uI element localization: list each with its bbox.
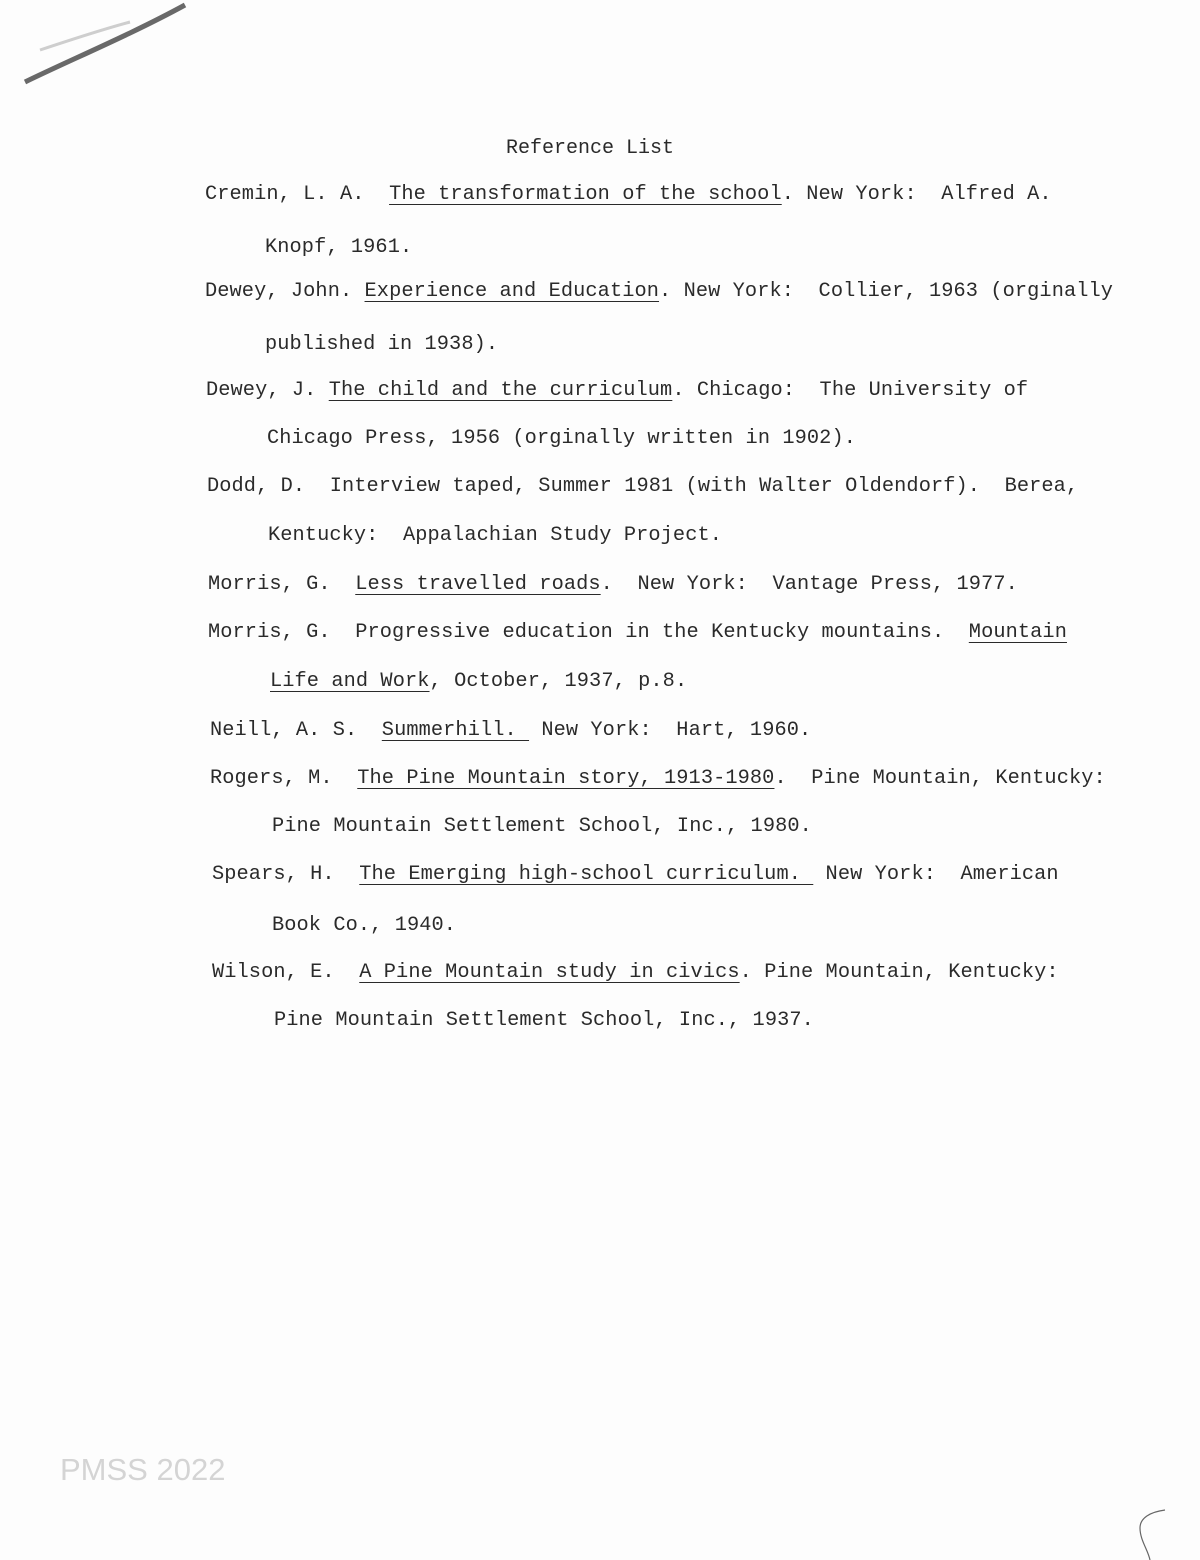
reference-entry-line <box>212 961 1059 984</box>
reference-text: . Chicago: The University of <box>672 379 1029 402</box>
reference-continuation-line <box>274 1009 814 1032</box>
reference-text: New York: Hart, 1960. <box>529 719 812 742</box>
reference-text: published in 1938). <box>265 333 499 356</box>
reference-entry-line <box>205 183 1052 206</box>
reference-continuation-line <box>265 333 498 356</box>
reference-text: Rogers, M. <box>210 767 358 790</box>
reference-title: Experience and Education <box>364 280 660 303</box>
reference-continuation-line <box>270 670 687 693</box>
reference-entry-line <box>208 621 1067 644</box>
reference-text: Knopf, 1961. <box>265 236 413 259</box>
reference-text: Dodd, D. Interview taped, Summer 1981 (with Walter Oldendorf). Berea, <box>207 475 1079 498</box>
reference-text: Book Co., 1940. <box>272 914 457 937</box>
reference-continuation-line <box>268 524 722 547</box>
reference-continuation-line <box>272 914 456 937</box>
reference-title: The child and the curriculum <box>328 379 673 402</box>
reference-text: Kentucky: Appalachian Study Project. <box>268 524 723 547</box>
reference-text: Dewey, J. <box>206 379 329 402</box>
reference-title: Life and Work <box>270 670 430 693</box>
reference-entry-line <box>210 719 811 742</box>
page-title: Reference List <box>505 137 675 160</box>
reference-entry-line <box>208 573 1018 596</box>
reference-entry-line <box>210 767 1106 790</box>
reference-title: Summerhill. <box>381 719 530 742</box>
reference-title: A Pine Mountain study in civics <box>359 961 740 984</box>
reference-title: Less travelled roads <box>355 573 601 596</box>
reference-continuation-line <box>272 815 812 838</box>
reference-text: New York: American <box>813 863 1059 886</box>
reference-text: . New York: Alfred A. <box>781 183 1052 206</box>
reference-entry-line <box>206 379 1028 402</box>
reference-text: Spears, H. <box>212 863 360 886</box>
reference-text: Morris, G. <box>208 573 356 596</box>
reference-continuation-line <box>267 427 856 450</box>
reference-title: Mountain <box>968 621 1067 644</box>
reference-text: Chicago Press, 1956 (orginally written in 1902). <box>267 427 856 450</box>
reference-text: . New York: Vantage Press, 1977. <box>600 573 1018 596</box>
reference-text: Pine Mountain Settlement School, Inc., 1980. <box>272 815 812 838</box>
reference-text: Morris, G. Progressive education in the Kentucky mountains. <box>208 621 969 644</box>
watermark: PMSS 2022 <box>60 1452 226 1487</box>
reference-text: Neill, A. S. <box>210 719 382 742</box>
page-corner-mark <box>1130 1500 1190 1560</box>
reference-text: Pine Mountain Settlement School, Inc., 1937. <box>274 1009 814 1032</box>
reference-text: Dewey, John. <box>205 280 365 303</box>
reference-text: . Pine Mountain, Kentucky: <box>739 961 1059 984</box>
reference-entry-line <box>212 863 1059 886</box>
reference-title: The Emerging high-school curriculum. <box>359 863 814 886</box>
reference-title: The transformation of the school <box>389 183 782 206</box>
reference-title: The Pine Mountain story, 1913-1980 <box>357 767 775 790</box>
reference-continuation-line <box>265 236 412 259</box>
reference-text: . New York: Collier, 1963 (orginally <box>659 280 1114 303</box>
reference-entry-line <box>205 280 1113 303</box>
scan-smudge <box>20 0 210 90</box>
reference-text: Wilson, E. <box>212 961 360 984</box>
reference-text: . Pine Mountain, Kentucky: <box>774 767 1106 790</box>
reference-text: , October, 1937, p.8. <box>429 670 688 693</box>
reference-text: Cremin, L. A. <box>205 183 390 206</box>
reference-entry-line <box>207 475 1078 498</box>
